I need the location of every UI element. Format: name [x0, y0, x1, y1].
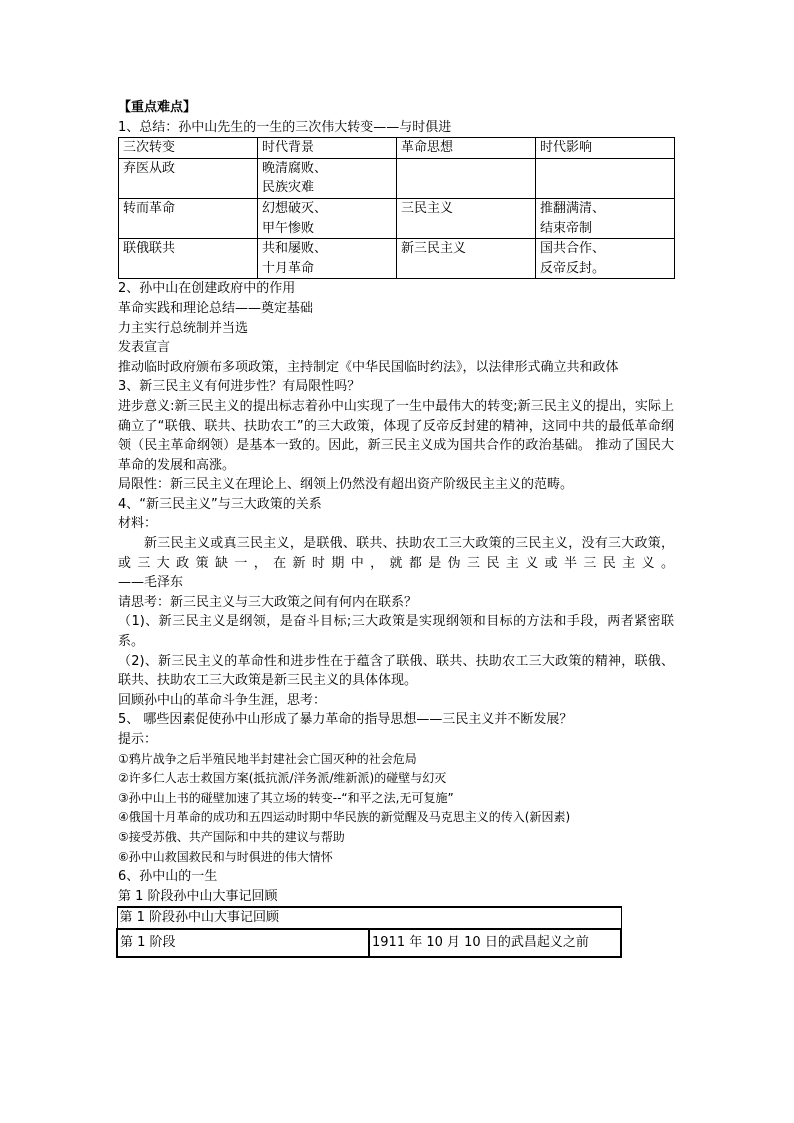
- hint-item: ⑥孙中山救国救民和与时俱进的伟大情怀: [118, 849, 333, 864]
- answer-1: （1)、新三民主义是纲领，是奋斗目标;三大政策是实现纲领和目标的方法和手段，两者紧密联系。: [118, 614, 674, 650]
- question-text: 请思考：新三民主义与三大政策之间有何内在联系？: [118, 594, 418, 610]
- table-header-cell: 革命思想: [397, 138, 536, 159]
- table-row: [119, 158, 675, 198]
- table-row: [119, 239, 675, 279]
- section-3-title: 3、新三民主义有何进步性？有局限性吗？: [118, 379, 361, 395]
- section-2-title: 2、孙中山在创建政府中的作用: [118, 281, 296, 297]
- timeline-header-row: [117, 907, 621, 929]
- review-prompt: 回顾孙中山的革命斗争生涯，思考：: [118, 692, 327, 708]
- hint-label: 提示：: [118, 732, 158, 747]
- cell-line: 反帝反封。: [540, 260, 606, 276]
- hint-item: ③孙中山上书的碰壁加速了其立场的转变--“和平之法,无可复施”: [118, 790, 454, 805]
- timeline-table: [116, 906, 622, 957]
- table-cell: 新三民主义: [397, 239, 536, 279]
- answer-2: （2)、新三民主义的革命性和进步性在于蕴含了联俄、联共、扶助农工三大政策的精神，联俄、联共、扶助农工三大政策是新三民主义的具体体现。: [118, 653, 674, 689]
- table-cell: [258, 198, 397, 238]
- section-4-title: 4、“新三民主义”与三大政策的关系: [118, 496, 322, 512]
- progress-paragraph: 进步意义:新三民主义的提出标志着孙中山实现了一生中最伟大的转变;新三民主义的提出，实际上确立了“联俄、联共、扶助农工”的三大政策，体现了反帝反封建的精神，这同中共的最低革命纲领（民主革命纲领）是基本一致的。因此，新三民主义成为国共合作的政治基础。 推动了国民大革命的发展和高涨。: [118, 398, 674, 473]
- section-1-title: 1、总结：孙中山先生的一生的三次伟大转变——与时俱进: [118, 119, 452, 135]
- table-row: [119, 198, 675, 238]
- cell-line: 国共合作、: [540, 241, 606, 257]
- stage-label: 第 1 阶段: [117, 929, 369, 957]
- cell-line: 甲午惨败: [262, 220, 315, 236]
- stage-value: 1911 年 10 月 10 日的武昌起义之前: [369, 929, 621, 957]
- table-header-cell: 时代影响: [536, 138, 675, 159]
- hint-item: ④俄国十月革命的成功和五四运动时期中华民族的新觉醒及马克思主义的传入(新因素): [118, 810, 571, 825]
- table-header-cell: 三次转变: [119, 138, 258, 159]
- table-cell: [536, 158, 675, 198]
- hint-item: ⑤接受苏俄、共产国际和中共的建议与帮助: [118, 829, 345, 844]
- document-page: [118, 98, 674, 958]
- hint-item: ②许多仁人志士救国方案(抵抗派/洋务派/维新派)的碰壁与幻灭: [118, 771, 447, 786]
- quote-author: ——毛泽东: [118, 575, 184, 591]
- section-2-line: 革命实践和理论总结——奠定基础: [118, 300, 314, 316]
- table-row: [117, 929, 621, 957]
- table-cell: 三民主义: [397, 198, 536, 238]
- table-cell: [536, 239, 675, 279]
- cell-line: 十月革命: [262, 260, 315, 276]
- table-header-row: [119, 138, 675, 159]
- cell-line: 幻想破灭、: [262, 200, 328, 216]
- timeline-header: 第 1 阶段孙中山大事记回顾: [117, 907, 621, 929]
- section-5-title: 5、 哪些因素促使孙中山形成了暴力革命的指导思想——三民主义并不断发展？: [118, 712, 573, 728]
- cell-line: 结束帝制: [540, 220, 593, 236]
- table-cell: [397, 158, 536, 198]
- section-6-title: 6、孙中山的一生: [118, 869, 218, 885]
- section-2-line: 力主实行总统制并当选: [118, 320, 249, 336]
- section-2-line: 推动临时政府颁布多项政策，主持制定《中华民国临时约法》，以法律形式确立共和政体: [118, 359, 619, 375]
- cell-line: 推翻满清、: [540, 200, 606, 216]
- section-6-subtitle: 第 1 阶段孙中山大事记回顾: [118, 888, 278, 904]
- transformations-table: [118, 137, 675, 279]
- cell-line: 共和屡败、: [262, 241, 328, 257]
- table-cell: 转而革命: [119, 198, 258, 238]
- cell-line: 晚清腐败、: [262, 160, 328, 176]
- hint-item: ①鸦片战争之后半殖民地半封建社会亡国灭种的社会危局: [118, 751, 417, 766]
- table-cell: [258, 158, 397, 198]
- section-heading: 【重点难点】: [118, 100, 197, 115]
- cell-line: 民族灾难: [262, 180, 315, 196]
- material-quote: 新三民主义或真三民主义，是联俄、联共、扶助农工三大政策的三民主义，没有三大政策，或三大政策缺一，在新时期中，就都是伪三民主义或半三民主义。: [118, 536, 674, 571]
- table-cell: 弃医从政: [119, 158, 258, 198]
- table-cell: 联俄联共: [119, 239, 258, 279]
- table-cell: [258, 239, 397, 279]
- section-2-line: 发表宣言: [118, 340, 171, 356]
- limitation-paragraph: 局限性：新三民主义在理论上、纲领上仍然没有超出资产阶级民主主义的范畴。: [118, 477, 574, 493]
- table-cell: [536, 198, 675, 238]
- material-label: 材料：: [118, 516, 158, 532]
- table-header-cell: 时代背景: [258, 138, 397, 159]
